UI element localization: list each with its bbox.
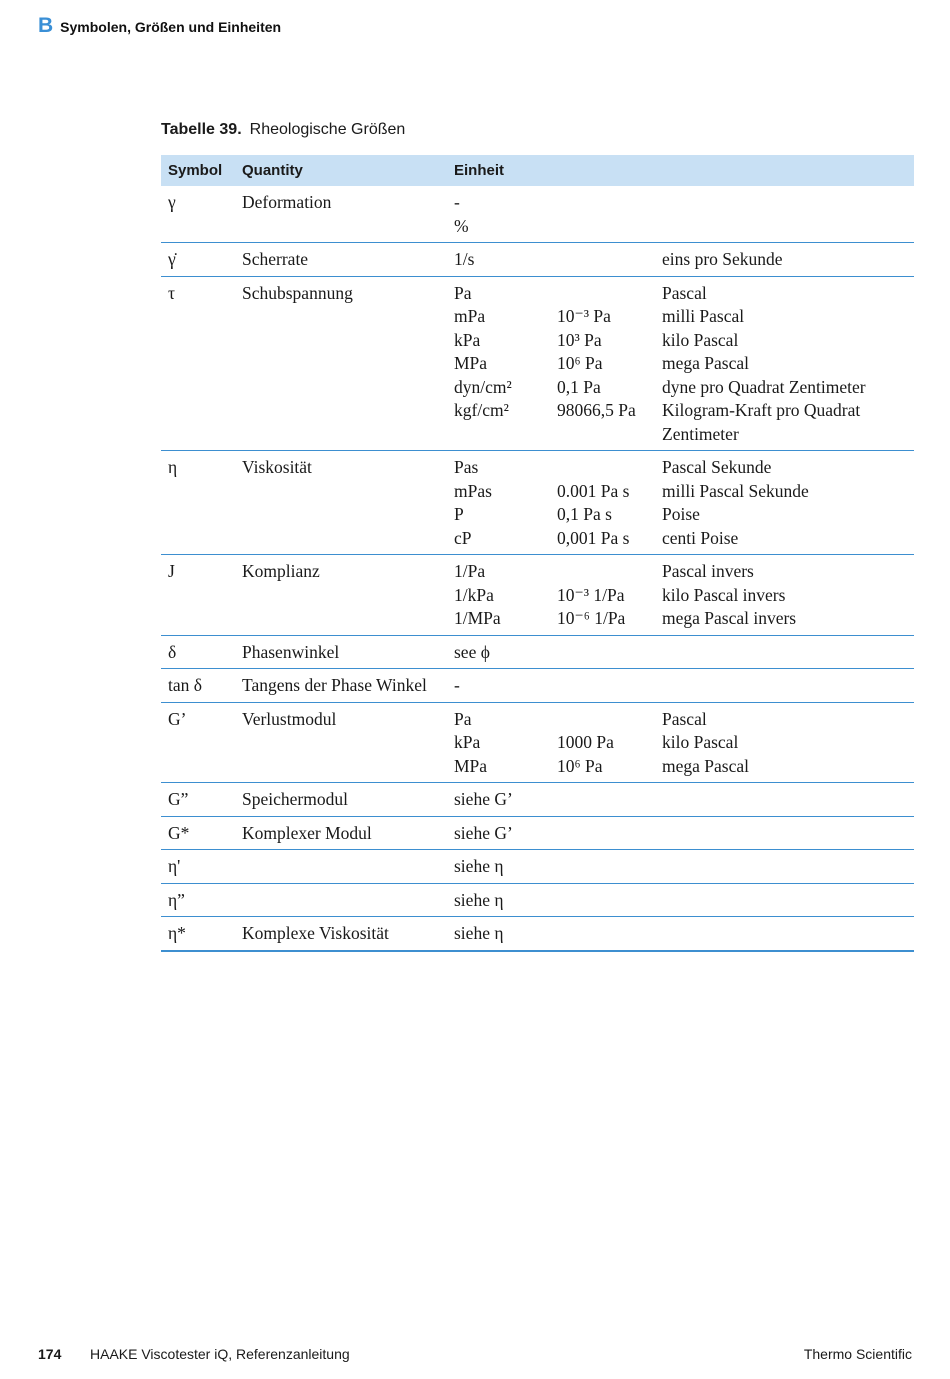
cell-conversion: [550, 889, 655, 913]
table-caption: [161, 121, 405, 139]
cell-description: [655, 708, 914, 779]
cell-description: [655, 822, 914, 846]
conversion-value: [557, 282, 655, 306]
cell-conversion: [550, 822, 655, 846]
cell-quantity: Tangens der Phase Winkel: [242, 675, 427, 695]
table-row: [161, 451, 914, 555]
description-value: centi Poise: [662, 527, 739, 548]
description-value: Kilogram-Kraft pro Quadrat Zentimeter: [662, 400, 861, 444]
unit-value: siehe η: [454, 923, 504, 943]
table-row: [161, 186, 914, 243]
table-header-row: [161, 155, 914, 186]
description-value: milli Pascal: [662, 306, 745, 326]
unit-value: siehe G’: [454, 789, 513, 809]
cell-conversion: [550, 788, 655, 812]
conversion-value: 10³ Pa: [557, 329, 602, 350]
description-value: kilo Pascal: [662, 329, 739, 350]
cell-description: [655, 889, 914, 913]
cell-quantity: [235, 889, 447, 913]
description-value: kilo Pascal: [662, 732, 739, 752]
cell-quantity: Komplianz: [242, 561, 320, 581]
page-header: [38, 14, 281, 38]
cell-conversion: [550, 191, 655, 238]
cell-symbol: η': [168, 856, 181, 876]
description-value: Pascal: [662, 282, 707, 303]
table-row: [161, 917, 914, 952]
unit-value: siehe η: [454, 889, 504, 910]
cell-unit: [447, 641, 550, 665]
cell-description: [655, 788, 914, 812]
cell-symbol: δ: [168, 641, 177, 662]
cell-conversion: [550, 855, 655, 879]
cell-symbol: τ: [168, 282, 176, 303]
cell-unit: [447, 922, 550, 946]
unit-value: MPa: [454, 353, 488, 373]
cell-description: [655, 282, 914, 447]
cell-description: [655, 855, 914, 879]
table-row: [161, 277, 914, 452]
unit-value: kPa: [454, 732, 481, 752]
cell-symbol: γ̇: [168, 249, 176, 269]
description-value: mega Pascal invers: [662, 608, 797, 628]
cell-unit: [447, 560, 550, 631]
conversion-value: [557, 708, 655, 732]
cell-unit: [447, 788, 550, 812]
unit-value: Pa: [454, 282, 472, 303]
cell-description: [655, 641, 914, 665]
cell-symbol: G’: [168, 708, 187, 729]
unit-value: siehe G’: [454, 822, 513, 843]
cell-symbol: G”: [168, 789, 189, 809]
column-header-quantity: Quantity: [242, 162, 303, 179]
cell-description: [655, 456, 914, 550]
table-caption-label: Tabelle 39.: [161, 121, 242, 138]
unit-value: cP: [454, 527, 472, 548]
cell-quantity: Komplexer Modul: [242, 822, 372, 843]
cell-unit: [447, 822, 550, 846]
cell-unit: [447, 456, 550, 550]
cell-quantity: Phasenwinkel: [242, 641, 340, 662]
cell-description: [655, 674, 914, 698]
description-value: mega Pascal: [662, 755, 749, 776]
cell-symbol: J: [168, 561, 175, 581]
cell-unit: [447, 674, 550, 698]
column-header-unit: Einheit: [454, 162, 505, 179]
table-row: [161, 884, 914, 918]
cell-unit: [447, 855, 550, 879]
table-row: [161, 817, 914, 851]
cell-quantity: Speichermodul: [242, 789, 348, 809]
cell-symbol: tan δ: [168, 675, 203, 695]
cell-conversion: [550, 922, 655, 946]
table-row: [161, 783, 914, 817]
conversion-value: 0.001 Pa s: [557, 480, 630, 501]
description-value: Pascal: [662, 708, 707, 729]
cell-quantity: Scherrate: [242, 249, 309, 269]
unit-value: kgf/cm²: [454, 400, 509, 420]
document-title: HAAKE Viscotester iQ, Referenzanleitung: [90, 1346, 350, 1362]
cell-quantity: Komplexe Viskosität: [242, 923, 389, 943]
conversion-value: 0,1 Pa: [557, 376, 601, 397]
cell-symbol: η*: [168, 923, 186, 943]
description-value: Pascal invers: [662, 561, 754, 581]
unit-value: -: [454, 192, 460, 212]
description-value: milli Pascal Sekunde: [662, 480, 809, 501]
cell-quantity: Viskosität: [242, 457, 312, 477]
page-footer: [38, 1346, 912, 1362]
column-header-symbol: Symbol: [168, 162, 223, 179]
unit-value: 1/kPa: [454, 584, 494, 605]
section-letter: B: [38, 14, 54, 37]
conversion-value: 1000 Pa: [557, 732, 614, 752]
description-value: kilo Pascal invers: [662, 584, 786, 605]
cell-description: [655, 191, 914, 238]
unit-value: Pa: [454, 708, 472, 729]
conversion-value: 10⁶ Pa: [557, 353, 603, 373]
description-value: eins pro Sekunde: [662, 249, 783, 269]
table-row: [161, 243, 914, 277]
conversion-value: 10⁶ Pa: [557, 755, 603, 776]
brand-name: Thermo Scientific: [803, 1346, 912, 1362]
conversion-value: 0,001 Pa s: [557, 527, 630, 548]
unit-value: mPa: [454, 306, 486, 326]
cell-unit: [447, 191, 550, 238]
cell-quantity: Deformation: [242, 192, 332, 212]
description-value: mega Pascal: [662, 353, 749, 373]
cell-conversion: [550, 248, 655, 272]
unit-value: see ϕ: [454, 641, 490, 662]
cell-unit: [447, 248, 550, 272]
conversion-value: [557, 248, 655, 272]
unit-value: 1/Pa: [454, 561, 486, 581]
cell-symbol: η”: [168, 889, 185, 910]
cell-symbol: η: [168, 457, 178, 477]
unit-value: MPa: [454, 755, 488, 776]
cell-symbol: γ: [168, 192, 176, 212]
unit-value: -: [454, 675, 460, 695]
cell-description: [655, 248, 914, 272]
conversion-value: 10⁻⁶ 1/Pa: [557, 608, 626, 628]
section-title: Symbolen, Größen und Einheiten: [60, 19, 282, 35]
cell-description: [655, 922, 914, 946]
rheology-table: [161, 155, 914, 952]
table-row: [161, 669, 914, 703]
description-value: Poise: [662, 504, 700, 524]
conversion-value: 98066,5 Pa: [557, 400, 636, 420]
cell-unit: [447, 282, 550, 447]
cell-conversion: [550, 282, 655, 447]
cell-conversion: [550, 641, 655, 665]
unit-value: siehe η: [454, 856, 504, 876]
table-row: [161, 636, 914, 670]
table-caption-text: Rheologische Größen: [249, 121, 406, 138]
table-row: [161, 850, 914, 884]
table-row: [161, 703, 914, 784]
unit-value: 1/MPa: [454, 608, 501, 628]
cell-conversion: [550, 674, 655, 698]
cell-quantity: [235, 855, 447, 879]
page-number: 174: [38, 1346, 62, 1362]
unit-value: mPas: [454, 480, 492, 501]
unit-value: dyn/cm²: [454, 376, 512, 397]
cell-conversion: [550, 708, 655, 779]
cell-conversion: [550, 456, 655, 550]
unit-value: %: [454, 215, 469, 236]
conversion-value: [557, 456, 655, 480]
unit-value: P: [454, 504, 464, 524]
cell-unit: [447, 708, 550, 779]
table-row: [161, 555, 914, 636]
cell-quantity: Schubspannung: [242, 282, 353, 303]
conversion-value: 10⁻³ Pa: [557, 306, 611, 326]
unit-value: 1/s: [454, 249, 475, 269]
conversion-value: [557, 560, 655, 584]
unit-value: kPa: [454, 329, 481, 350]
cell-conversion: [550, 560, 655, 631]
cell-unit: [447, 889, 550, 913]
description-value: Pascal Sekunde: [662, 457, 772, 477]
cell-symbol: G*: [168, 822, 190, 843]
cell-quantity: Verlustmodul: [242, 708, 337, 729]
unit-value: Pas: [454, 457, 479, 477]
table-body: [161, 186, 914, 952]
cell-description: [655, 560, 914, 631]
conversion-value: 0,1 Pa s: [557, 504, 612, 524]
description-value: dyne pro Quadrat Zentimeter: [662, 376, 866, 397]
conversion-value: 10⁻³ 1/Pa: [557, 584, 625, 605]
